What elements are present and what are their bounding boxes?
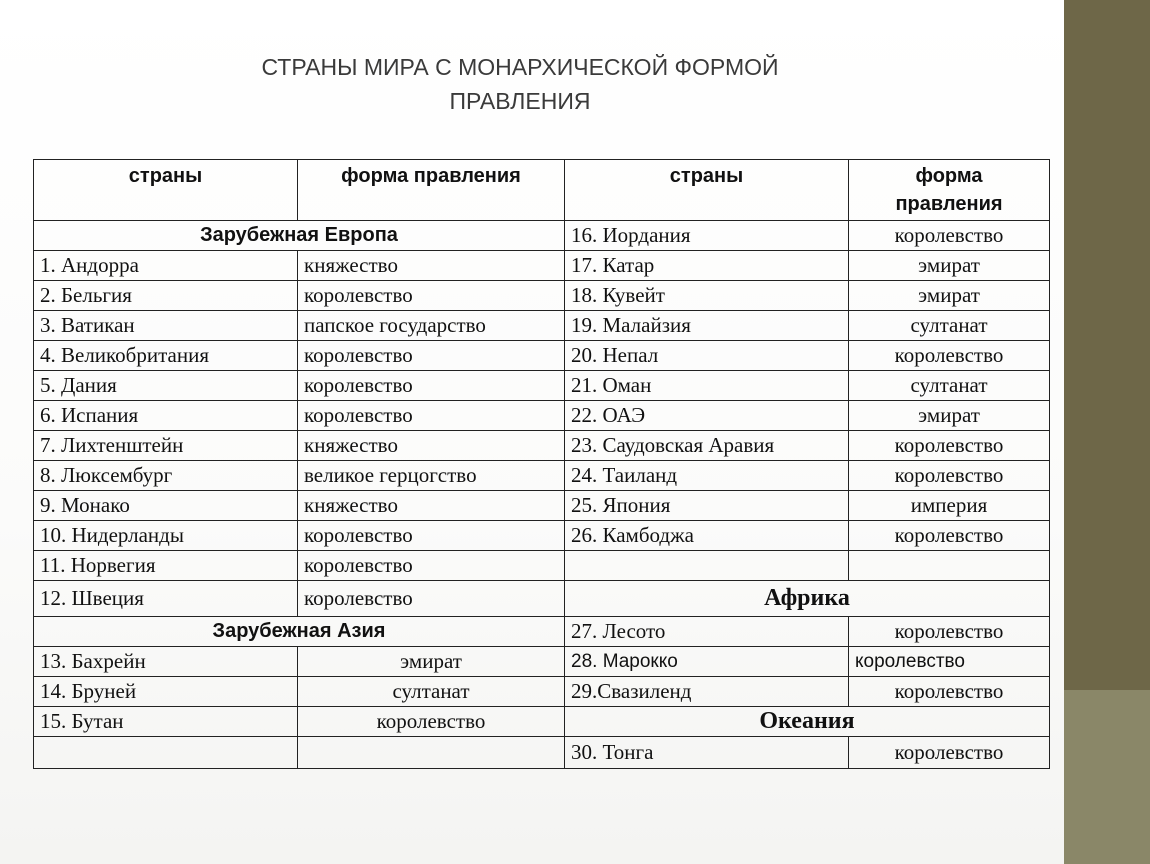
country-cell: 4. Великобритания (34, 341, 298, 371)
form-cell: эмират (849, 401, 1050, 431)
country-cell: 21. Оман (565, 371, 849, 401)
country-cell: 19. Малайзия (565, 311, 849, 341)
country-cell: 15. Бутан (34, 707, 298, 737)
country-cell: 23. Саудовская Аравия (565, 431, 849, 461)
header-form-right (849, 160, 1050, 221)
form-cell: королевство (849, 461, 1050, 491)
country-cell: 13. Бахрейн (34, 647, 298, 677)
form-cell: эмират (298, 647, 565, 677)
section-africa: Африка (565, 581, 1050, 617)
side-bar-lower-band (1064, 690, 1150, 864)
table-row (34, 371, 1050, 401)
country-cell: 5. Дания (34, 371, 298, 401)
form-cell: королевство (849, 737, 1050, 769)
table-row (34, 707, 1050, 737)
form-cell: султанат (849, 371, 1050, 401)
table-row (34, 251, 1050, 281)
country-cell: 26. Камбоджа (565, 521, 849, 551)
country-cell: 1. Андорра (34, 251, 298, 281)
header-countries-left: страны (34, 160, 298, 221)
section-europe: Зарубежная Европа (34, 221, 565, 251)
title-line-1: СТРАНЫ МИРА С МОНАРХИЧЕСКОЙ ФОРМОЙ (261, 54, 779, 80)
side-decoration-bar (1064, 0, 1150, 864)
header-form-right-line1: форма (915, 165, 983, 187)
form-cell: королевство (298, 341, 565, 371)
form-cell: королевство (849, 341, 1050, 371)
form-cell: королевство (298, 521, 565, 551)
table-row (34, 461, 1050, 491)
header-row (34, 160, 1050, 221)
country-cell: 28. Марокко (565, 647, 849, 677)
form-cell: княжество (298, 491, 565, 521)
country-cell: 25. Япония (565, 491, 849, 521)
form-cell: эмират (849, 281, 1050, 311)
country-cell: 11. Норвегия (34, 551, 298, 581)
table-row (34, 647, 1050, 677)
country-cell: 16. Иордания (565, 221, 849, 251)
table-row (34, 491, 1050, 521)
empty-cell (849, 551, 1050, 581)
form-cell: королевство (849, 431, 1050, 461)
table-row (34, 221, 1050, 251)
form-cell: королевство (298, 551, 565, 581)
country-cell: 12. Швеция (34, 581, 298, 617)
form-cell: королевство (298, 281, 565, 311)
slide-title (200, 50, 840, 118)
form-cell: королевство (298, 401, 565, 431)
table-row (34, 401, 1050, 431)
country-cell: 7. Лихтенштейн (34, 431, 298, 461)
empty-cell (34, 737, 298, 769)
form-cell: королевство (298, 707, 565, 737)
table-row (34, 431, 1050, 461)
form-cell: султанат (849, 311, 1050, 341)
form-cell: империя (849, 491, 1050, 521)
form-cell: королевство (849, 647, 1050, 677)
table-row (34, 617, 1050, 647)
table-row (34, 581, 1050, 617)
form-cell: султанат (298, 677, 565, 707)
table-row (34, 341, 1050, 371)
header-countries-right: страны (565, 160, 849, 221)
country-cell: 27. Лесото (565, 617, 849, 647)
country-cell: 2. Бельгия (34, 281, 298, 311)
section-oceania: Океания (565, 707, 1050, 737)
country-cell: 9. Монако (34, 491, 298, 521)
form-cell: княжество (298, 431, 565, 461)
country-cell: 24. Таиланд (565, 461, 849, 491)
form-cell: эмират (849, 251, 1050, 281)
country-cell: 22. ОАЭ (565, 401, 849, 431)
country-cell: 20. Непал (565, 341, 849, 371)
table-row (34, 737, 1050, 769)
form-cell: папское государство (298, 311, 565, 341)
section-asia: Зарубежная Азия (34, 617, 565, 647)
form-cell: королевство (298, 371, 565, 401)
table-row (34, 311, 1050, 341)
form-cell: великое герцогство (298, 461, 565, 491)
country-cell: 8. Люксембург (34, 461, 298, 491)
header-form-right-line2: правления (895, 193, 1003, 215)
title-line-2: ПРАВЛЕНИЯ (449, 88, 591, 114)
country-cell: 30. Тонга (565, 737, 849, 769)
country-cell: 3. Ватикан (34, 311, 298, 341)
table-row (34, 551, 1050, 581)
table-row (34, 677, 1050, 707)
country-cell: 14. Бруней (34, 677, 298, 707)
form-cell: королевство (849, 521, 1050, 551)
header-form-left: форма правления (298, 160, 565, 221)
form-cell: королевство (298, 581, 565, 617)
table-row (34, 281, 1050, 311)
country-cell: 18. Кувейт (565, 281, 849, 311)
form-cell: королевство (849, 617, 1050, 647)
country-cell: 29.Свазиленд (565, 677, 849, 707)
monarchies-table (33, 159, 1050, 769)
form-cell: королевство (849, 221, 1050, 251)
country-cell: 10. Нидерланды (34, 521, 298, 551)
country-cell: 17. Катар (565, 251, 849, 281)
form-cell: королевство (849, 677, 1050, 707)
empty-cell (298, 737, 565, 769)
table-row (34, 521, 1050, 551)
empty-cell (565, 551, 849, 581)
form-cell: княжество (298, 251, 565, 281)
country-cell: 6. Испания (34, 401, 298, 431)
